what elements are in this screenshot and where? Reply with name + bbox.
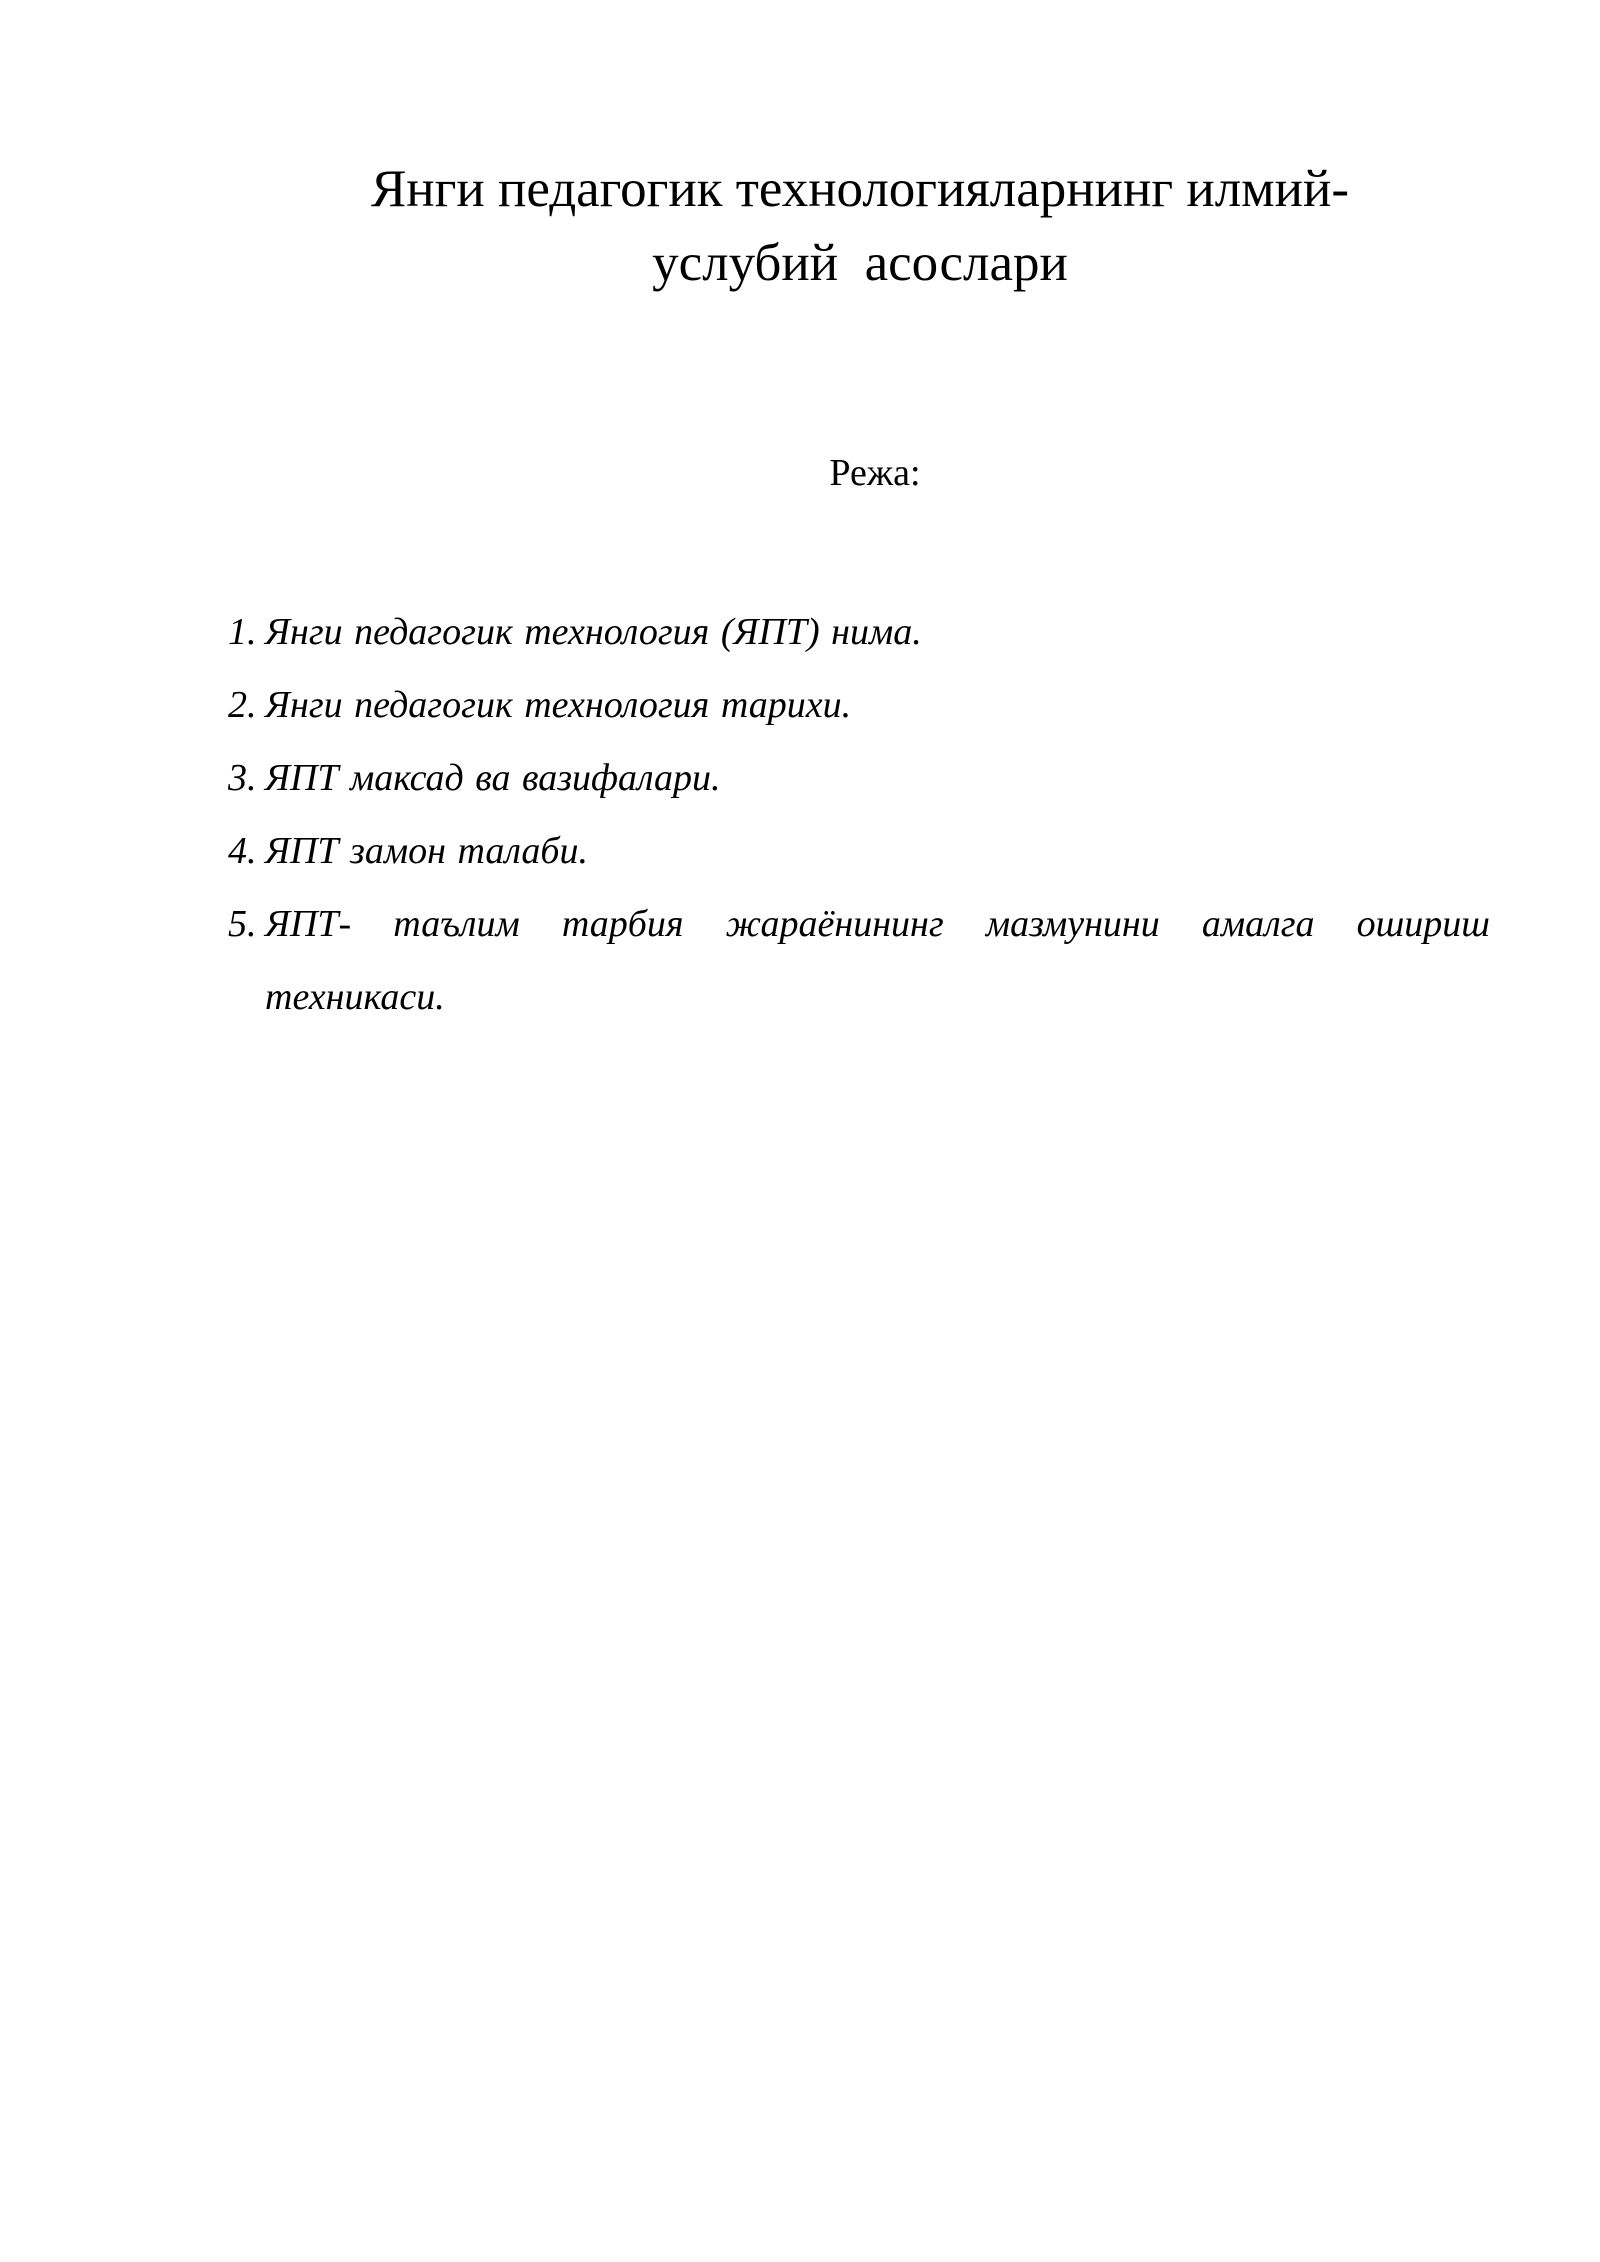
- plan-item-number: 4.: [228, 830, 257, 872]
- plan-item-4: [228, 815, 1490, 888]
- plan-item-5: [228, 888, 1490, 1034]
- plan-item-1: [228, 596, 1490, 669]
- plan-list: [228, 596, 1490, 1034]
- plan-item-number: 3.: [228, 757, 257, 799]
- plan-item-text: ЯПТ- таълим тарбия жараёнининг мазмунини амалга ошириш техникаси.: [265, 903, 1490, 1018]
- plan-item-2: [228, 669, 1490, 742]
- plan-item-3: [228, 742, 1490, 815]
- document-title: Янги педагогик технологияларнинг илмий- услубий асослари: [370, 160, 1350, 292]
- plan-item-text: Янги педагогик технология тарихи.: [265, 684, 852, 726]
- plan-item-text: Янги педагогик технология (ЯПТ) нима.: [265, 611, 922, 653]
- plan-item-number: 1.: [228, 611, 257, 653]
- plan-item-number: 5.: [228, 903, 257, 945]
- plan-heading: Режа:: [829, 452, 921, 494]
- plan-item-text: ЯПТ замон талаби.: [265, 830, 589, 872]
- plan-item-text: ЯПТ максад ва вазифалари.: [265, 757, 721, 799]
- plan-item-number: 2.: [228, 684, 257, 726]
